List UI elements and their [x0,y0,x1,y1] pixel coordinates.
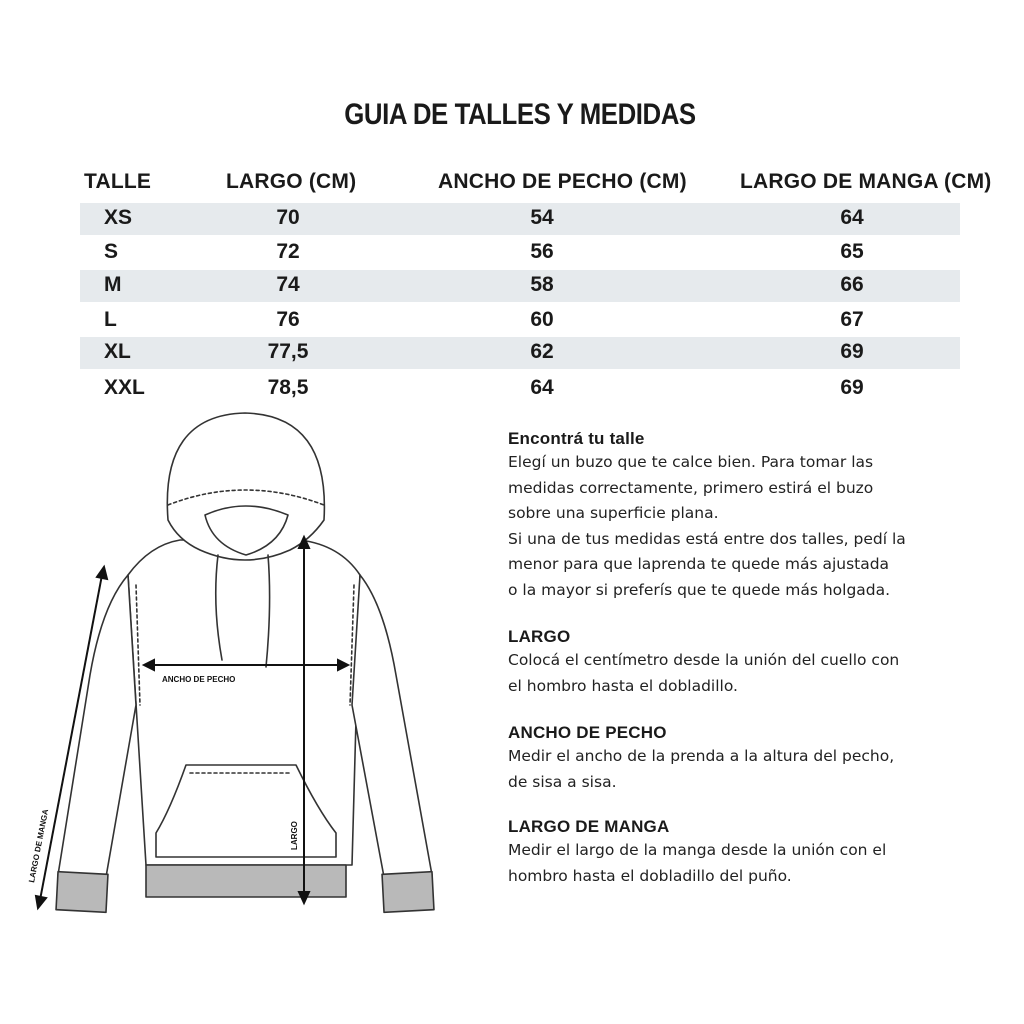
cell-manga: 69 [840,376,864,399]
section-title: Encontrá tu talle [508,429,645,448]
table-row [80,270,960,302]
section-ancho-de-pecho [508,722,1008,795]
cell-talle: L [104,308,117,331]
text-line: el hombro hasta el dobladillo. [508,676,738,695]
text-line: o la mayor si preferís que te quede más holgada. [508,580,891,599]
text-line: menor para que laprenda te quede más ajustada [508,555,890,573]
right-cuff [382,872,434,913]
cell-largo: 74 [276,273,300,296]
table-row [80,373,960,405]
cell-talle: XS [104,206,133,229]
cell-talle: M [104,273,122,296]
table-row [80,337,960,369]
cell-talle: XL [104,340,131,363]
hoodie-left-sleeve [58,575,136,877]
text-line: Si una de tus medidas está entre dos talles, pedí la [508,529,906,548]
cell-manga: 66 [840,273,864,296]
text-line: Colocá el centímetro desde la unión del cuello con [508,651,900,669]
cell-ancho: 60 [530,308,554,331]
cell-manga: 64 [840,206,864,229]
cell-largo: 70 [276,206,300,229]
header-ancho-pecho: ANCHO DE PECHO (CM) [438,170,687,193]
cell-ancho: 58 [530,273,554,296]
label-chest: ANCHO DE PECHO [162,675,236,684]
text-line: medidas correctamente, primero estirá el buzo [508,478,874,497]
text-line: sobre una superficie plana. [508,504,719,522]
header-talle: TALLE [84,170,152,193]
text-line: Medir el ancho de la prenda a la altura del pecho, [508,747,895,765]
text-line: de sisa a sisa. [508,772,617,791]
table-row [80,203,960,235]
cell-largo: 78,5 [267,376,309,399]
cell-talle: S [104,240,119,263]
label-length: LARGO [290,821,299,850]
hoodie-hem [146,865,346,897]
header-largo: LARGO (CM) [226,170,357,193]
cell-talle: XXL [104,376,145,399]
table-row [80,305,960,337]
text-line: Medir el largo de la manga desde la unión con el [508,841,887,859]
section-title: ANCHO DE PECHO [508,723,667,742]
page-title: GUIA DE TALLES Y MEDIDAS [344,98,696,131]
header-largo-manga: LARGO DE MANGA (CM) [740,170,992,193]
length-arrow-bottom [299,892,309,903]
section-largo-de-manga [508,816,1008,889]
cell-largo: 72 [276,240,300,263]
text-line: hombro hasta el dobladillo del puño. [508,866,792,885]
cell-manga: 65 [840,240,864,263]
cell-manga: 67 [840,308,864,331]
cell-largo: 76 [276,308,300,331]
hoodie-right-sleeve [352,575,432,877]
table-row [80,237,960,269]
section-title: LARGO [508,627,571,646]
section-encontra-tu-talle [508,428,1008,603]
section-title: LARGO DE MANGA [508,817,670,836]
label-sleeve: LARGO DE MANGA [27,808,51,884]
text-line: Elegí un buzo que te calce bien. Para tomar las [508,453,874,471]
cell-ancho: 64 [530,376,554,399]
cell-manga: 69 [840,340,864,363]
sleeve-arrow-top [97,567,107,579]
cell-ancho: 62 [530,340,554,363]
sleeve-arrow-bottom [36,896,46,908]
cell-ancho: 54 [530,206,554,229]
section-largo [508,626,1008,699]
cell-largo: 77,5 [267,340,309,363]
hoodie-diagram [0,405,470,925]
left-cuff [56,872,108,913]
cell-ancho: 56 [530,240,554,263]
